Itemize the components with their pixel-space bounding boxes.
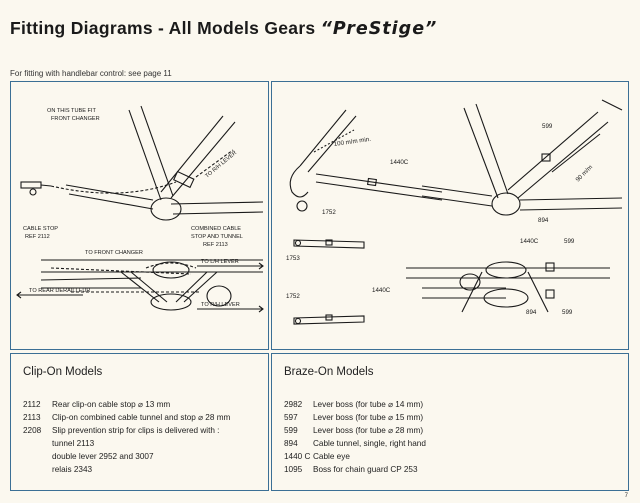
list-item xyxy=(284,463,620,476)
part-desc: Lever boss (for tube ⌀ 14 mm) xyxy=(313,400,424,409)
part-code: 1440 C xyxy=(284,452,311,461)
page-number: 7 xyxy=(624,493,628,499)
part-desc: Lever boss (for tube ⌀ 28 mm) xyxy=(313,426,424,435)
label-894-bottom: 894 xyxy=(526,309,537,316)
list-item xyxy=(284,450,620,463)
label-1752-bottom: 1752 xyxy=(286,293,300,300)
label-100mm-min: 100 m/m min. xyxy=(333,135,372,148)
part-desc: tunnel 2113 xyxy=(52,439,95,448)
list-item xyxy=(23,411,260,424)
list-item xyxy=(23,463,260,476)
clip-on-list xyxy=(23,398,260,476)
label-front-changer: FRONT CHANGER xyxy=(51,116,100,122)
list-item xyxy=(23,398,260,411)
part-code: 2208 xyxy=(23,426,42,435)
braze-on-models-panel xyxy=(271,353,629,491)
label-to-rear-derailleur: TO REAR DERAILLEUR xyxy=(29,288,91,294)
label-to-front-changer: TO FRONT CHANGER xyxy=(85,250,143,256)
page-title xyxy=(10,18,437,39)
part-code: 2112 xyxy=(23,400,41,409)
braze-on-diagram-panel xyxy=(271,81,629,350)
part-code xyxy=(23,437,52,450)
label-1753: 1753 xyxy=(286,255,300,262)
list-item xyxy=(23,437,260,450)
clip-on-diagram xyxy=(11,82,268,349)
label-ref-2112: REF 2112 xyxy=(25,234,50,240)
label-to-rh-lever-bottom: TO R/H LEVER xyxy=(201,302,240,308)
part-desc: Rear clip-on cable stop ⌀ 13 mm xyxy=(52,400,171,409)
part-desc: Lever boss (for tube ⌀ 15 mm) xyxy=(313,413,424,422)
label-1752-top: 1752 xyxy=(322,209,336,216)
list-item xyxy=(284,424,620,437)
part-desc: relais 2343 xyxy=(52,465,93,474)
label-1440c-top: 1440C xyxy=(390,159,409,166)
label-1440c-mid: 1440C xyxy=(372,287,391,294)
label-894-top: 894 xyxy=(538,217,549,224)
list-item xyxy=(284,437,620,450)
clip-on-models-panel xyxy=(10,353,269,491)
label-to-lh-lever: TO L/H LEVER xyxy=(201,259,239,265)
clip-on-diagram-panel xyxy=(10,81,269,350)
part-code xyxy=(23,463,52,476)
label-90mm: 90 m/m xyxy=(574,163,595,184)
part-desc: double lever 2952 and 3007 xyxy=(52,452,154,461)
label-1440c-right: 1440C xyxy=(520,238,539,245)
part-desc: Boss for chain guard CP 253 xyxy=(313,465,418,474)
title-text: Fitting Diagrams - All Models Gears xyxy=(10,18,316,38)
part-desc: Cable tunnel, single, right hand xyxy=(313,439,426,448)
label-599-right: 599 xyxy=(564,238,575,245)
list-item xyxy=(23,450,260,463)
part-code: 894 xyxy=(284,439,298,448)
braze-on-diagram xyxy=(272,82,628,349)
label-ref-2113: REF 2113 xyxy=(203,242,228,248)
label-599-bottom: 599 xyxy=(562,309,573,316)
part-code: 2113 xyxy=(23,413,41,422)
part-desc: Cable eye xyxy=(313,452,350,461)
list-item xyxy=(23,424,260,437)
label-tube-fit: ON THIS TUBE FIT xyxy=(47,108,96,114)
part-desc: Slip prevention strip for clips is delivered with : xyxy=(52,426,220,435)
label-combined-1: COMBINED CABLE xyxy=(191,226,242,232)
list-item xyxy=(284,411,620,424)
part-code xyxy=(23,450,52,463)
part-desc: Clip-on combined cable tunnel and stop ⌀ 28 mm xyxy=(52,413,231,422)
brand-logo: “PreStige” xyxy=(320,19,438,39)
label-to-rh-lever-top: TO R/H LEVER xyxy=(204,150,238,180)
label-cable-stop: CABLE STOP xyxy=(23,226,59,232)
braze-on-list xyxy=(284,398,620,476)
fitting-note: For fitting with handlebar control: see page 11 xyxy=(10,69,172,78)
part-code: 597 xyxy=(284,413,298,422)
clip-on-title: Clip-On Models xyxy=(23,366,103,378)
braze-on-title: Braze-On Models xyxy=(284,366,374,378)
label-combined-2: STOP AND TUNNEL xyxy=(191,234,243,240)
part-code: 2982 xyxy=(284,400,303,409)
part-code: 1095 xyxy=(284,465,303,474)
list-item xyxy=(284,398,620,411)
label-599-top: 599 xyxy=(542,123,553,130)
part-code: 599 xyxy=(284,426,298,435)
